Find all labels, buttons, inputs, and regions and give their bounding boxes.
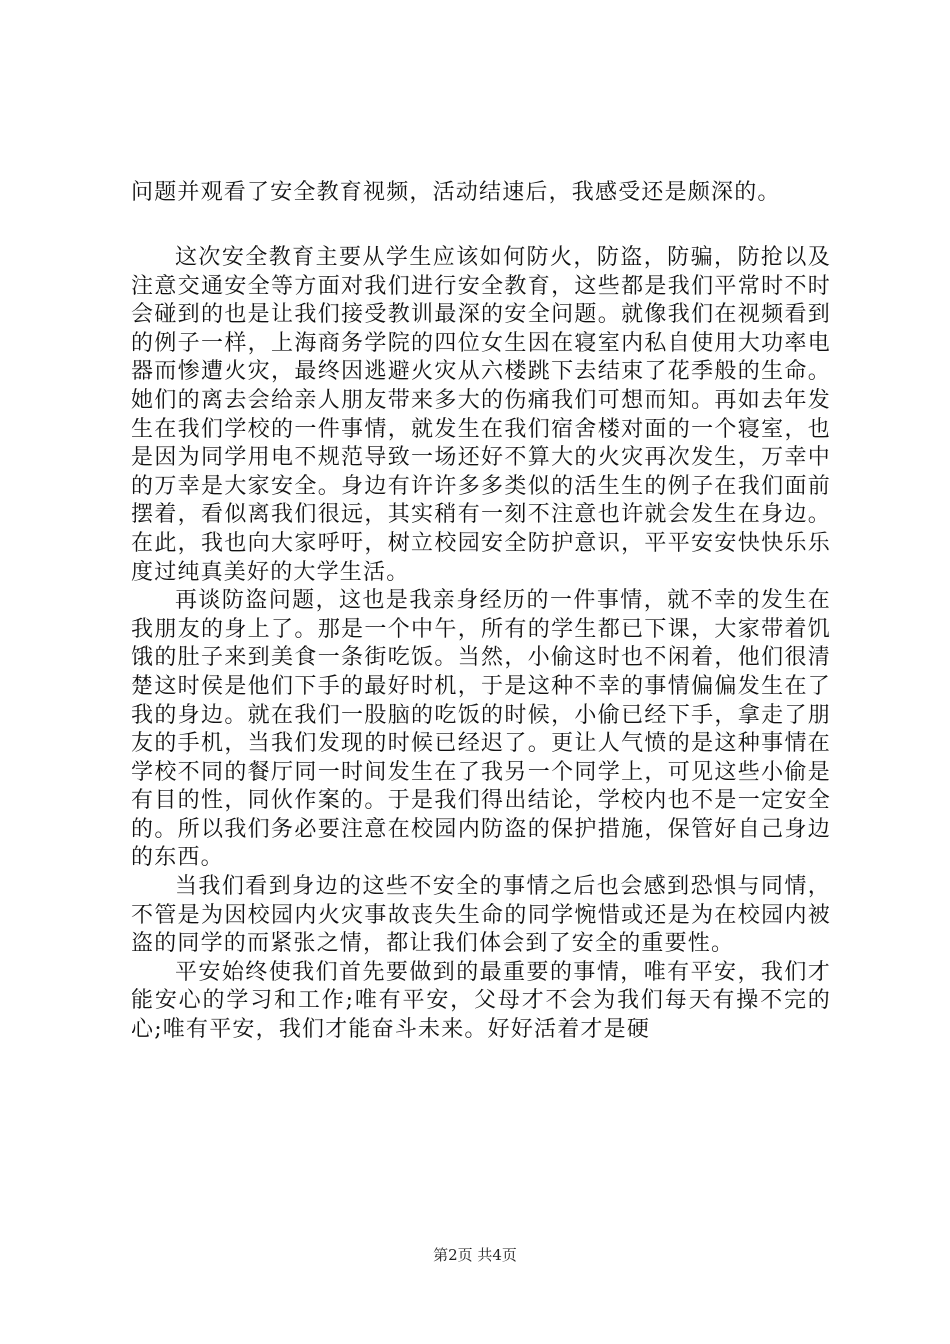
lead-line: 问题并观看了安全教育视频，活动结速后，我感受还是颇深的。 xyxy=(131,180,781,205)
body-text xyxy=(131,244,831,1045)
page-number-footer: 第2页 共4页 xyxy=(433,1246,517,1264)
paragraph-importance: 当我们看到身边的这些不安全的事情之后也会感到恐惧与同情，不管是为因校园内火灾事故丧失生命的同学惋惜或还是为在校园内被盗的同学的而紧张之情，都让我们体会到了安全的重要性。 xyxy=(131,874,831,957)
paragraph-safety-first: 平安始终使我们首先要做到的最重要的事情，唯有平安，我们才能安心的学习和工作;唯有平安，父母才不会为我们每天有操不完的心;唯有平安，我们才能奋斗未来。好好活着才是硬 xyxy=(131,959,831,1043)
paragraph-fire-safety: 这次安全教育主要从学生应该如何防火，防盗，防骗，防抢以及注意交通安全等方面对我们进行安全教育，这些都是我们平常时不时会碰到的也是让我们接受教训最深的安全问题。就像我们在视频看到的例子一样，上海商务学院的四位女生因在寝室内私自使用大功率电器而惨遭火灾，最终因逃避火灾从六楼跳下去结束了花季般的生命。她们的离去会给亲人朋友带来多大的伤痛我们可想而知。再如去年发生在我们学校的一件事情，就发生在我们宿舍楼对面的一个寝室，也是因为同学用电不规范导致一场还好不算大的火灾再次发生，万幸中的万幸是大家安全。身边有许许多多类似的活生生的例子在我们面前摆着，看似离我们很远，其实稍有一刻不注意也许就会发生在身边。在此，我也向大家呼吁，树立校园安全防护意识，平平安安快快乐乐度过纯真美好的大学生活。 xyxy=(131,245,831,585)
paragraph-theft-prevention: 再谈防盗问题，这也是我亲身经历的一件事情，就不幸的发生在我朋友的身上了。那是一个中午，所有的学生都已下课，大家带着饥饿的肚子来到美食一条街吃饭。当然，小偷这时也不闲着，他们很清楚这时侯是他们下手的最好时机，于是这种不幸的事情偏偏发生在了我的身边。就在我们一股脑的吃饭的时候，小偷已经下手，拿走了朋友的手机，当我们发现的时候已经迟了。更让人气愤的是这种事情在学校不同的餐厅同一时间发生在了我另一个同学上，可见这些小偷是有目的性，同伙作案的。于是我们得出结论，学校内也不是一定安全的。所以我们务必要注意在校园内防盗的保护措施，保管好自己身边的东西。 xyxy=(131,588,831,871)
